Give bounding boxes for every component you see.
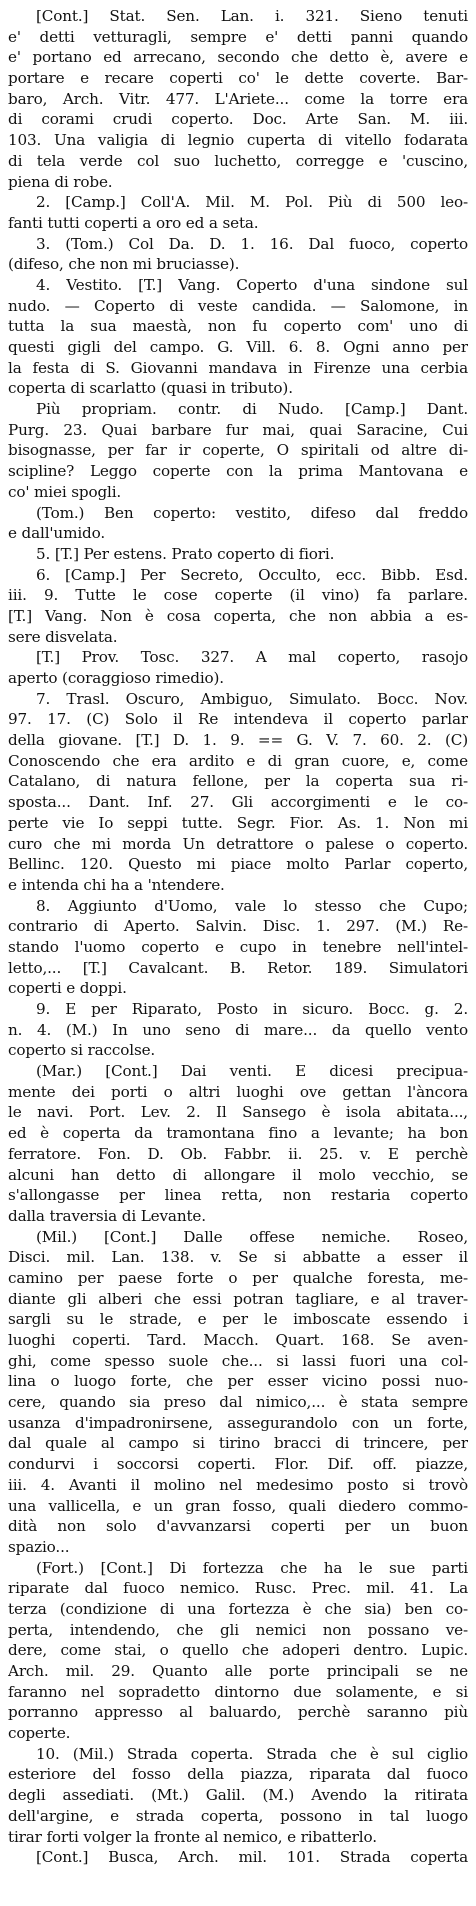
text-line: di tela verde col suo luchetto, corregge e 'cuscino, (8, 151, 468, 170)
text-line: Catalano, di natura fellone, per la coperta sua ri- (8, 772, 468, 791)
text-line: e dall'umido. (8, 524, 105, 543)
text-line: 9. E per Riparato, Posto in sicuro. Bocc. g. 2. (36, 1000, 468, 1018)
text-line: terza (condizione di una fortezza è che sia) ben co- (8, 1599, 468, 1618)
text-line: stando l'uomo coperto e cupo in tenebre nell'intel- (8, 937, 468, 956)
text-line: questi gigli del campo. G. Vill. 6. 8. Ogni anno per (8, 338, 468, 356)
text-line: spazio... (8, 1537, 70, 1556)
text-line: Arch. mil. 29. Quanto alle porte principali se ne (8, 1662, 468, 1680)
text-line: portare e recare coperti co' le dette coverte. Bar- (8, 69, 468, 88)
text-line: della giovane. [T.] D. 1. 9. == G. V. 7. 60. 2. (C) (8, 731, 468, 750)
text-line: cere, quando sia preso dal nimico,... è stata sempre (8, 1393, 468, 1412)
text-line: scipline? Leggo coperte con la prima Mantovana e (8, 462, 468, 481)
text-line: bisognasse, per far ir coperte, O spiritali od altre di- (8, 441, 468, 460)
text-line: (Mar.) [Cont.] Dai venti. E dicesi precipua- (36, 1062, 468, 1081)
text-line: dal quale al campo si tirino bracci di trincere, per (8, 1434, 468, 1453)
text-line: [T.] Prov. Tosc. 327. A mal coperto, rasojo (36, 648, 468, 667)
text-line: lina o luogo forte, che per esser vicino possi nuo- (8, 1372, 468, 1391)
text-line: s'allongasse per linea retta, non restaria coperto (8, 1186, 468, 1205)
text-line: degli assediati. (Mt.) Galil. (M.) Avendo la ritirata (8, 1786, 468, 1805)
text-line: tutta la sua maestà, non fu coperto com' uno di (8, 317, 468, 336)
text-line: camino per paese forte o per qualche foresta, me- (8, 1268, 468, 1287)
text-line: una vallicella, e un gran fosso, quali diedero commo- (8, 1496, 468, 1515)
text-line: di corami crudi coperto. Doc. Arte San. M. iii. (8, 110, 468, 129)
text-line: curo che mi morda Un detrattore o palese o coperto. (8, 834, 468, 853)
text-line: [Cont.] Busca, Arch. mil. 101. Strada coperta (36, 1848, 468, 1867)
text-line: Purg. 23. Quai barbare fur mai, quai Saracine, Cui (8, 420, 468, 439)
text-line: coperte. (8, 1724, 71, 1743)
text-line: letto,... [T.] Cavalcant. B. Retor. 189. Simulatori (8, 958, 468, 977)
text-line: esteriore del fosso della piazza, riparata dal fuoco (8, 1765, 468, 1784)
text-line: ghi, come spesso suole che... si lassi fuori una col- (8, 1351, 468, 1370)
text-line: n. 4. (M.) In uno seno di mare... da quello vento (8, 1020, 468, 1039)
text-line: 2. [Camp.] Coll'A. Mil. M. Pol. Più di 500 leo- (36, 193, 468, 212)
text-line: e' detti vetturagli, sempre e' detti panni quando (8, 27, 468, 46)
text-line: piena di robe. (8, 172, 113, 191)
text-line: 4. Vestito. [T.] Vang. Coperto d'una sindone sul (36, 275, 468, 294)
text-line: aperto (coraggioso rimedio). (8, 669, 224, 687)
text-line: 97. 17. (C) Solo il Re intendeva il coperto parlar (8, 710, 468, 729)
text-line: sposta... Dant. Inf. 27. Gli accorgimenti e le co- (8, 793, 468, 812)
text-line: co' miei spogli. (8, 482, 122, 501)
text-line: Conoscendo che era ardito e di gran cuore, e, come (8, 751, 468, 770)
text-line: porranno appresso al baluardo, perchè saranno più (8, 1703, 468, 1722)
text-line: 6. [Camp.] Per Secreto, Occulto, ecc. Bibb. Esd. (36, 565, 468, 584)
text-line: mente dei porti o altri luoghi ove gettan l'àncora (8, 1082, 468, 1101)
text-line: dell'argine, e strada coperta, possono in tal luogo (8, 1806, 468, 1825)
text-line: condurvi i soccorsi coperti. Flor. Dif. off. piazze, (8, 1455, 468, 1474)
text-line: baro, Arch. Vitr. 477. L'Ariete... come la torre era (8, 89, 468, 108)
text-line: (Mil.) [Cont.] Dalle offese nemiche. Roseo, (36, 1227, 468, 1246)
text-line: dere, come stai, o quello che adoperi dentro. Lupic. (8, 1641, 468, 1660)
text-line: dalla traversia di Levante. (8, 1206, 206, 1225)
text-line: fanti tutti coperti a oro ed a seta. (8, 213, 259, 232)
text-line: 5. [T.] Per estens. Prato coperto di fiori. (36, 544, 335, 563)
text-line: perta, intendendo, che gli nemici non possano ve- (8, 1620, 468, 1639)
text-line: faranno nel sopradetto dintorno due solamente, e si (8, 1682, 468, 1701)
text-line: perte vie Io seppi tutte. Segr. Fior. As. 1. Non mi (8, 813, 468, 832)
text-line: 10. (Mil.) Strada coperta. Strada che è sul ciglio (36, 1744, 468, 1763)
text-line: luoghi coperti. Tard. Macch. Quart. 168. Se aven- (8, 1331, 468, 1349)
text-line: [T.] Vang. Non è cosa coperta, che non abbia a es- (8, 606, 468, 625)
text-line: Più propriam. contr. di Nudo. [Camp.] Dant. (36, 400, 468, 419)
text-line: ed è coperta da tramontana fino a levante; ha bon (8, 1124, 468, 1143)
text-line: (difeso, che non mi bruciasse). (8, 255, 240, 274)
text-line: la festa di S. Giovanni mandava in Firenze una cerbia (8, 358, 468, 377)
text-line: alcuni han detto di allongare il molo vecchio, se (8, 1165, 468, 1184)
text-line: 103. Una valigia di legnio cuperta di vitello fodarata (8, 131, 468, 150)
text-line: coperti e doppi. (8, 979, 127, 998)
text-line: le navi. Port. Lev. 2. Il Sansego è isola abitata..., (8, 1103, 468, 1122)
text-line: 8. Aggiunto d'Uomo, vale lo stesso che Cupo; (36, 896, 468, 915)
text-line: Bellinc. 120. Questo mi piace molto Parlar coperto, (8, 855, 468, 874)
text-line: sere disvelata. (8, 627, 118, 646)
text-line: Disci. mil. Lan. 138. v. Se si abbatte a esser il (8, 1248, 468, 1267)
text-line: e' portano ed arrecano, secondo che detto è, avere e (8, 48, 468, 67)
text-line: usanza d'impadronirsene, assegurandolo con un forte, (8, 1413, 468, 1432)
text-line: diante gli alberi che essi potran tagliare, e al traver- (8, 1289, 468, 1308)
text-line: coperto si raccolse. (8, 1041, 156, 1060)
text-line: tirar forti volger la fronte al nemico, e ribatterlo. (8, 1827, 377, 1846)
text-line: (Fort.) [Cont.] Di fortezza che ha le sue parti (36, 1558, 468, 1577)
text-line: riparate dal fuoco nemico. Rusc. Prec. mil. 41. La (8, 1579, 468, 1598)
text-line: nudo. — Coperto di veste candida. — Salomone, in (8, 296, 468, 315)
text-line: ferratore. Fon. D. Ob. Fabbr. ii. 25. v. E perchè (8, 1144, 468, 1163)
text-line: coperta di scarlatto (quasi in tributo). (8, 379, 293, 398)
text-line: dità non solo d'avvanzarsi coperti per un buon (8, 1517, 468, 1536)
text-line: iii. 4. Avanti il molino nel medesimo posto si trovò (8, 1475, 468, 1494)
text-line: sargli su le strade, e per le imboscate essendo i (8, 1310, 468, 1329)
text-line: (Tom.) Ben coperto: vestito, difeso dal freddo (36, 503, 468, 522)
text-line: 3. (Tom.) Col Da. D. 1. 16. Dal fuoco, coperto (36, 234, 468, 253)
text-line: iii. 9. Tutte le cose coperte (il vino) fa parlare. (8, 586, 468, 605)
text-line: [Cont.] Stat. Sen. Lan. i. 321. Sieno tenuti (36, 7, 468, 25)
text-line: contrario di Aperto. Salvin. Disc. 1. 297. (M.) Re- (8, 917, 468, 936)
text-line: 7. Trasl. Oscuro, Ambiguo, Simulato. Bocc. Nov. (36, 689, 468, 708)
text-line: e intenda chi ha a 'ntendere. (8, 875, 225, 894)
